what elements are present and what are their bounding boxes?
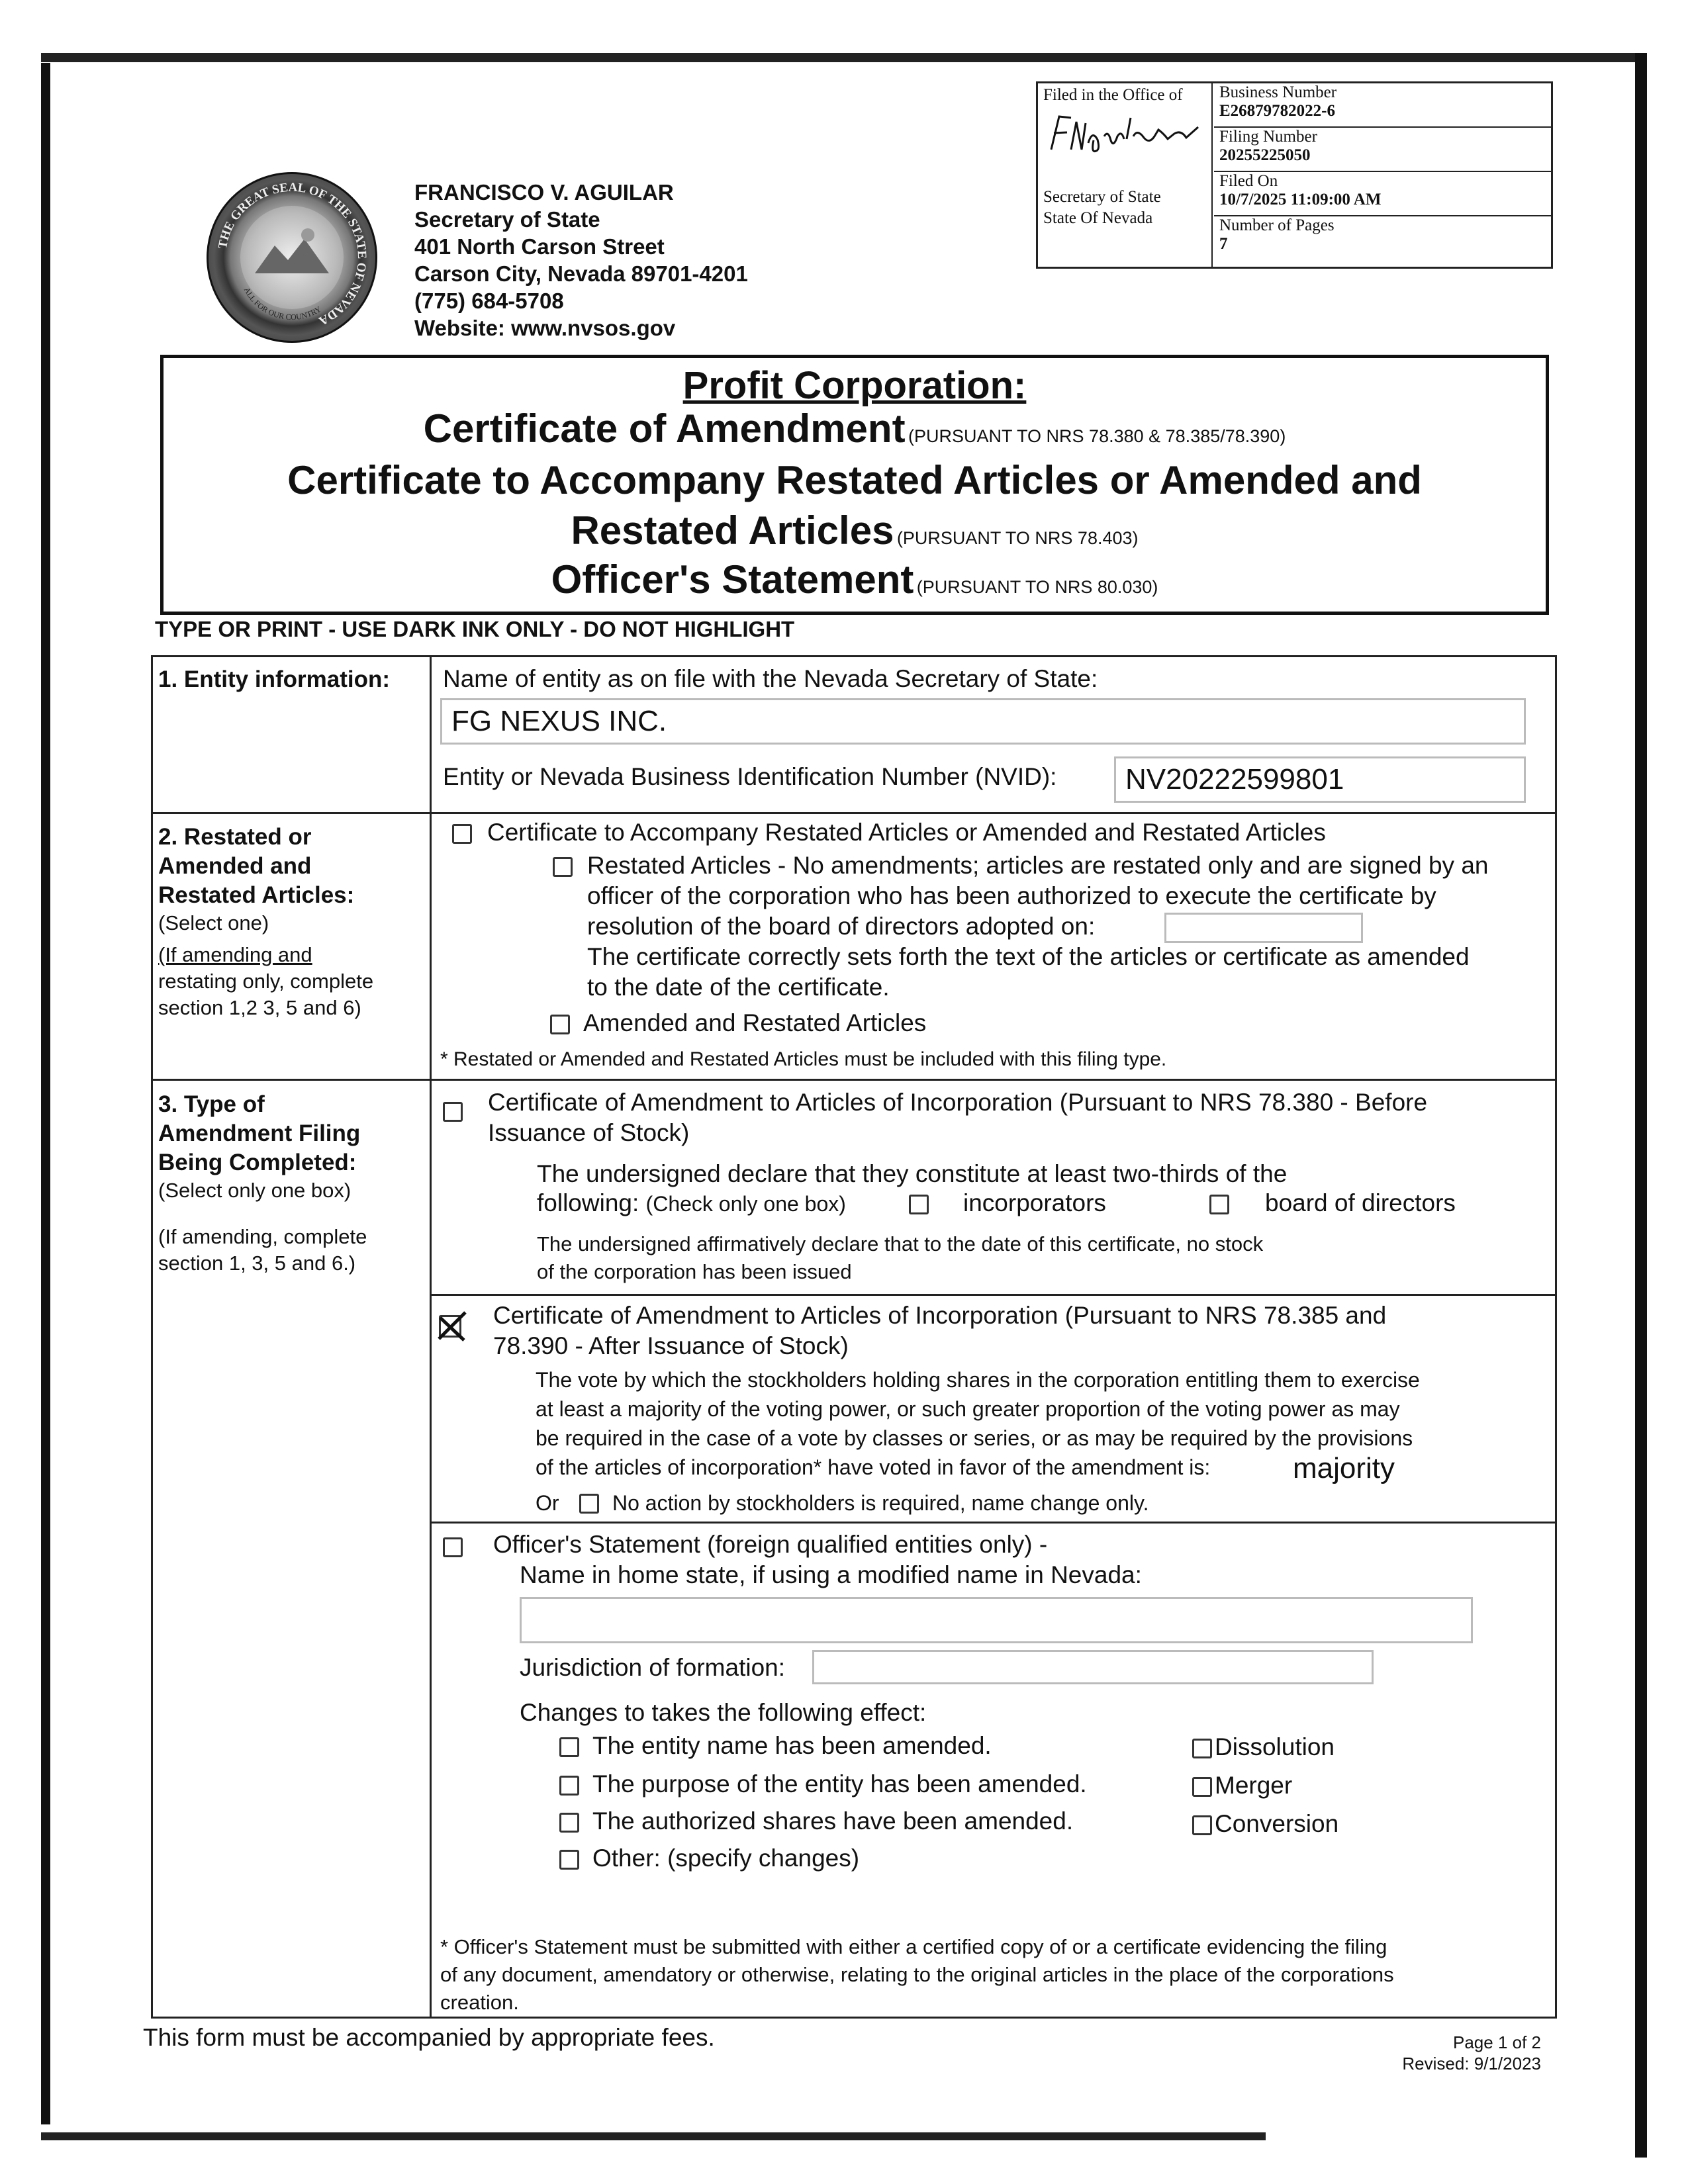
filing-number-label: Filing Number — [1219, 128, 1317, 146]
filed-on-cell — [1214, 172, 1551, 216]
entity-name-field[interactable]: FG NEXUS INC. — [440, 698, 1526, 745]
affirm-line-2: of the corporation has been issued — [537, 1260, 852, 1283]
section-divider-1 — [153, 812, 1555, 814]
restated-line-1: Restated Articles - No amendments; articles are restated only and are signed by an — [587, 852, 1489, 879]
resolution-date-field[interactable] — [1164, 913, 1363, 943]
filed-on-value: 10/7/2025 11:09:00 AM — [1219, 191, 1382, 208]
business-number-cell — [1214, 83, 1551, 128]
section-2-label-3: Restated Articles: — [158, 882, 355, 908]
section-divider-2 — [153, 1079, 1555, 1081]
incorporators-checkbox[interactable] — [909, 1195, 929, 1214]
title-certificate-of-amendment: Certificate of Amendment — [423, 406, 906, 451]
issuer-address-1: 401 North Carson Street — [414, 234, 665, 259]
section-3-select: (Select only one box) — [158, 1179, 352, 1202]
merger-checkbox[interactable] — [1192, 1777, 1212, 1797]
seal-motto: ALL FOR OUR COUNTRY — [242, 285, 323, 322]
home-state-name-field[interactable] — [520, 1597, 1473, 1643]
nevada-state-seal — [207, 172, 377, 343]
seal-text: THE GREAT SEAL OF THE STATE OF NEVADA — [215, 180, 369, 328]
title-line-amendment — [164, 406, 1546, 451]
dissolution-checkbox[interactable] — [1192, 1739, 1212, 1758]
section-2-label-2: Amended and — [158, 853, 312, 879]
no-action-checkbox[interactable] — [579, 1494, 599, 1514]
revision-date: Revised: 9/1/2023 — [1402, 2054, 1541, 2073]
or-label: Or — [536, 1491, 559, 1515]
vote-line-3: be required in the case of a vote by classes or series, or as may be required by the provisions — [536, 1426, 1413, 1450]
after-issuance-line-2: 78.390 - After Issuance of Stock) — [493, 1332, 849, 1359]
accompany-checkbox[interactable] — [452, 824, 472, 844]
dissolution-label: Dissolution — [1215, 1733, 1335, 1760]
filing-office-cell — [1038, 83, 1213, 267]
seal-mountains — [255, 239, 329, 273]
officer-footnote-line-2: of any document, amendatory or otherwise, relating to the original articles in the place of the corporations — [440, 1963, 1394, 1986]
conversion-label: Conversion — [1215, 1810, 1339, 1837]
business-number-label: Business Number — [1219, 83, 1337, 101]
change-shares-label: The authorized shares have been amended. — [592, 1807, 1074, 1835]
vote-line-1: The vote by which the stockholders holding shares in the corporation entitling them to exercise — [536, 1368, 1420, 1392]
title-line-restated — [164, 508, 1546, 553]
title-officer-ref: (PURSUANT TO NRS 80.030) — [916, 577, 1158, 597]
restated-line-5: to the date of the certificate. — [587, 974, 890, 1001]
officer-line-2: Name in home state, if using a modified name in Nevada: — [520, 1561, 1142, 1588]
filing-stamp-box — [1036, 81, 1553, 269]
change-shares-checkbox[interactable] — [559, 1813, 579, 1833]
seal-lettering — [209, 174, 375, 341]
amended-restated-checkbox[interactable] — [550, 1015, 570, 1034]
filing-number-value: 20255225050 — [1219, 146, 1311, 164]
section-3-note-2: section 1, 3, 5 and 6.) — [158, 1251, 356, 1275]
board-of-directors-checkbox[interactable] — [1209, 1195, 1229, 1214]
before-issuance-checkbox[interactable] — [443, 1102, 463, 1122]
nvid-field[interactable]: NV20222599801 — [1114, 756, 1526, 803]
title-amendment-ref: (PURSUANT TO NRS 78.380 & 78.385/78.390) — [908, 426, 1286, 446]
no-action-label: No action by stockholders is required, name change only. — [612, 1491, 1149, 1515]
jurisdiction-label: Jurisdiction of formation: — [520, 1654, 786, 1681]
subsection-divider-1 — [430, 1294, 1555, 1296]
section-2-footnote: * Restated or Amended and Restated Articles must be included with this filing type. — [440, 1048, 1167, 1070]
sos-label: Secretary of State — [1043, 188, 1161, 206]
ink-instructions: TYPE OR PRINT - USE DARK INK ONLY - DO NOT HIGHLIGHT — [155, 617, 795, 641]
filed-in-label: Filed in the Office of — [1043, 86, 1183, 104]
officer-statement-checkbox[interactable] — [443, 1537, 463, 1557]
scan-border-bottom — [41, 2132, 1266, 2140]
issuer-address-2: Carson City, Nevada 89701-4201 — [414, 261, 748, 286]
after-issuance-check-mark — [435, 1308, 471, 1344]
title-line-officer — [164, 557, 1546, 602]
form-title-profit-corporation: Profit Corporation: — [682, 364, 1027, 407]
changes-label: Changes to takes the following effect: — [520, 1699, 927, 1726]
change-purpose-label: The purpose of the entity has been amended. — [592, 1770, 1087, 1797]
after-issuance-line-1: Certificate of Amendment to Articles of Incorporation (Pursuant to NRS 78.385 and — [493, 1302, 1387, 1329]
section-2-note-3: section 1,2 3, 5 and 6) — [158, 996, 361, 1019]
merger-label: Merger — [1215, 1772, 1293, 1799]
incorporators-label: incorporators — [963, 1189, 1106, 1216]
amended-restated-option: Amended and Restated Articles — [583, 1009, 927, 1036]
before-issuance-line-2: Issuance of Stock) — [488, 1119, 690, 1146]
subsection-divider-2 — [430, 1522, 1555, 1524]
filed-on-label: Filed On — [1219, 172, 1278, 190]
pages-cell — [1214, 216, 1551, 261]
title-restated-ref: (PURSUANT TO NRS 78.403) — [896, 528, 1139, 548]
seal-sun — [301, 228, 314, 242]
section-3-label-block — [158, 1090, 367, 1277]
restated-articles-checkbox[interactable] — [553, 857, 573, 877]
officer-footnote-line-3: creation. — [440, 1991, 519, 2014]
state-label: State Of Nevada — [1043, 209, 1153, 227]
form-grid — [151, 655, 1557, 2019]
vote-proportion-value[interactable]: majority — [1293, 1452, 1395, 1484]
pages-value: 7 — [1219, 235, 1228, 253]
title-restated-articles: Restated Articles — [571, 508, 894, 553]
change-other-checkbox[interactable] — [559, 1850, 579, 1870]
section-1-label: 1. Entity information: — [158, 666, 390, 692]
scan-border-right — [1635, 53, 1647, 2158]
restated-line-4: The certificate correctly sets forth the text of the articles or certificate as amended — [587, 943, 1470, 970]
section-3-label-1: 3. Type of — [158, 1091, 265, 1117]
affirm-line-1: The undersigned affirmatively declare that to the date of this certificate, no stock — [537, 1232, 1264, 1255]
scan-border-top — [41, 53, 1643, 62]
section-2-label-1: 2. Restated or — [158, 824, 312, 850]
declare-line-1: The undersigned declare that they constitute at least two-thirds of the — [537, 1160, 1288, 1187]
section-2-note-2: restating only, complete — [158, 970, 374, 993]
form-title-box — [160, 355, 1549, 615]
title-officers-statement: Officer's Statement — [551, 557, 914, 602]
title-certificate-to-accompany: Certificate to Accompany Restated Articles or Amended and — [287, 458, 1422, 502]
declare-line-2 — [537, 1188, 846, 1219]
restated-line-3: resolution of the board of directors adopted on: — [587, 913, 1096, 940]
change-name-label: The entity name has been amended. — [592, 1732, 992, 1759]
entity-name-prompt: Name of entity as on file with the Nevada Secretary of State: — [443, 665, 1098, 692]
page-info — [1390, 2032, 1541, 2074]
fees-note: This form must be accompanied by appropriate fees. — [143, 2024, 715, 2051]
pages-label: Number of Pages — [1219, 216, 1335, 234]
declare-check-one: (Check only one box) — [645, 1192, 846, 1216]
section-3-note-1: (If amending, complete — [158, 1225, 367, 1248]
declare-following: following: — [537, 1189, 639, 1216]
column-divider — [430, 657, 432, 2017]
filing-number-cell — [1214, 128, 1551, 172]
section-3-label-3: Being Completed: — [158, 1150, 357, 1175]
change-other-label: Other: (specify changes) — [592, 1844, 860, 1872]
issuer-block — [414, 179, 748, 341]
issuer-title: Secretary of State — [414, 207, 600, 232]
board-of-directors-label: board of directors — [1265, 1189, 1456, 1216]
officer-line-1: Officer's Statement (foreign qualified entities only) - — [493, 1531, 1048, 1558]
nvid-prompt: Entity or Nevada Business Identification Number (NVID): — [443, 763, 1057, 790]
jurisdiction-field[interactable] — [812, 1650, 1374, 1684]
scan-border-left — [41, 63, 50, 2124]
section-3-label-2: Amendment Filing — [158, 1120, 361, 1146]
conversion-checkbox[interactable] — [1192, 1815, 1212, 1835]
section-2-label-block — [158, 823, 373, 1021]
secretary-signature — [1045, 110, 1210, 163]
change-name-checkbox[interactable] — [559, 1737, 579, 1757]
officer-footnote-line-1: * Officer's Statement must be submitted with either a certified copy of or a certificate evidencing the filing — [440, 1935, 1387, 1958]
change-purpose-checkbox[interactable] — [559, 1776, 579, 1796]
officer-footnote — [440, 1933, 1546, 2017]
vote-line-2: at least a majority of the voting power, or such greater proportion of the voting power as may — [536, 1397, 1400, 1421]
before-issuance-line-1: Certificate of Amendment to Articles of Incorporation (Pursuant to NRS 78.380 - Before — [488, 1089, 1428, 1116]
page-number: Page 1 of 2 — [1453, 2032, 1541, 2052]
issuer-website: Website: www.nvsos.gov — [414, 316, 676, 340]
restated-line-2: officer of the corporation who has been authorized to execute the certificate by — [587, 882, 1436, 909]
accompany-option: Certificate to Accompany Restated Articles or Amended and Restated Articles — [487, 819, 1326, 846]
section-2-select: (Select one) — [158, 911, 269, 934]
issuer-name: FRANCISCO V. AGUILAR — [414, 180, 674, 205]
business-number-value: E26879782022-6 — [1219, 102, 1335, 120]
section-2-note-1: (If amending and — [158, 943, 312, 966]
vote-line-4: of the articles of incorporation* have voted in favor of the amendment is: — [536, 1455, 1211, 1479]
issuer-phone: (775) 684-5708 — [414, 289, 564, 313]
